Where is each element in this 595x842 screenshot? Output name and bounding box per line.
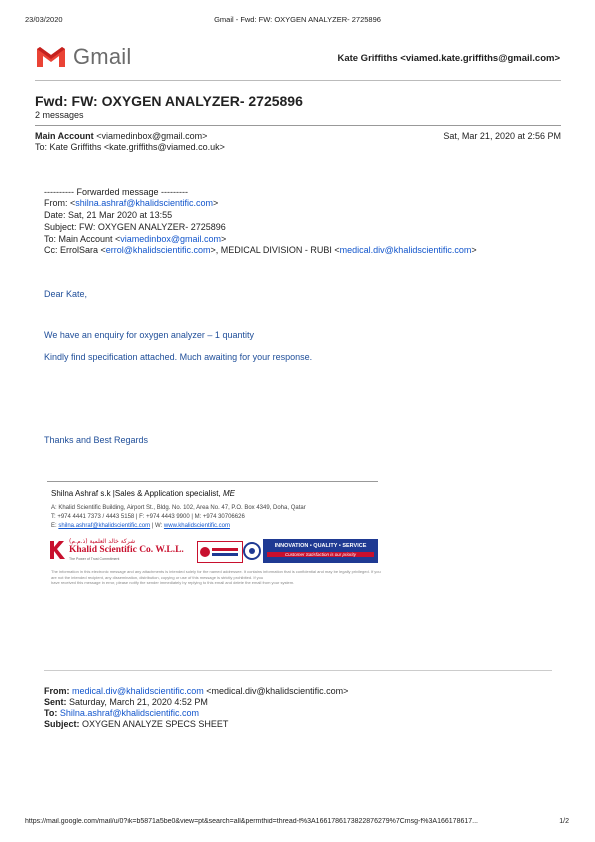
thread-subject: Fwd: FW: OXYGEN ANALYZER- 2725896 bbox=[35, 93, 303, 109]
body-closing: Thanks and Best Regards bbox=[44, 435, 149, 445]
signature-contact: E: shilna.ashraf@khalidscientific.com | W: www.khalidscientific.com bbox=[51, 523, 230, 529]
message-to: To: Kate Griffiths <kate.griffiths@viamed.co.uk> bbox=[35, 142, 225, 152]
gmail-wordmark: Gmail bbox=[73, 44, 132, 69]
signature-address: A: Khalid Scientific Building, Airport St., Bldg. No. 102, Area No. 47, P.O. Box 4349, Doha, Qatar bbox=[51, 505, 306, 511]
fwd-cc-link-2[interactable]: medical.div@khalidscientific.com bbox=[339, 245, 472, 255]
quoted-to: To: Shilna.ashraf@khalidscientific.com bbox=[44, 708, 200, 718]
signature-divider bbox=[47, 481, 378, 482]
message-from bbox=[35, 131, 207, 142]
message-date: Sat, Mar 21, 2020 at 2:56 PM bbox=[443, 131, 561, 141]
sender-email: <viamedinbox@gmail.com> bbox=[96, 131, 208, 141]
fwd-to-link[interactable]: viamedinbox@gmail.com bbox=[120, 234, 221, 244]
divider bbox=[35, 125, 561, 126]
message-count: 2 messages bbox=[35, 110, 84, 120]
quoted-divider bbox=[44, 670, 552, 671]
divider bbox=[35, 80, 561, 81]
sender-name: Main Account bbox=[35, 131, 94, 141]
body-line-2: Kindly find specification attached. Much awaiting for your response. bbox=[44, 352, 313, 362]
banner-subtitle: Customer Satisfaction is our priority bbox=[267, 552, 374, 557]
quoted-from-link[interactable]: medical.div@khalidscientific.com bbox=[72, 686, 204, 696]
fwd-from: From: <shilna.ashraf@khalidscientific.com> bbox=[44, 198, 219, 208]
account-email: Kate Griffiths <viamed.kate.griffiths@gmail.com> bbox=[337, 53, 560, 64]
banner-slogan: INNOVATION • QUALITY • SERVICE bbox=[274, 543, 367, 549]
fwd-subject: Subject: FW: OXYGEN ANALYZER- 2725896 bbox=[44, 222, 226, 232]
quality-badge-icon bbox=[197, 541, 243, 563]
gmail-logo bbox=[35, 45, 67, 74]
print-title: Gmail - Fwd: FW: OXYGEN ANALYZER- 2725896 bbox=[214, 15, 381, 24]
body-greeting: Dear Kate, bbox=[44, 289, 88, 299]
quoted-to-link[interactable]: Shilna.ashraf@khalidscientific.com bbox=[59, 708, 200, 718]
print-date: 23/03/2020 bbox=[25, 15, 63, 24]
fwd-cc: Cc: ErrolSara <errol@khalidscientific.com>, MEDICAL DIVISION - RUBI <medical.div@khalidscientific.com> bbox=[44, 245, 477, 255]
body-line-1: We have an enquiry for oxygen analyzer – 1 quantity bbox=[44, 330, 254, 340]
gmail-m-icon bbox=[35, 45, 67, 69]
quoted-subject: Subject: OXYGEN ANALYZE SPECS SHEET bbox=[44, 719, 229, 729]
slogan-panel bbox=[263, 539, 378, 563]
signature-email-link[interactable]: shilna.ashraf@khalidscientific.com bbox=[58, 523, 151, 529]
company-banner bbox=[47, 537, 378, 565]
certification-seal-icon bbox=[243, 541, 261, 561]
company-logo-icon bbox=[47, 539, 65, 561]
fwd-cc-link-1[interactable]: errol@khalidscientific.com bbox=[105, 245, 211, 255]
signature-disclaimer-1: The information in this electronic message and any attachments is intended solely for the named addressee. It contains information that is confidential and may be legally privileged. If you are not the intended recipient, any dissemination, distribution, copying or use of this message is strictly prohibited. If you bbox=[51, 569, 381, 580]
signature-name: Shilna Ashraf s.k |Sales & Application specialist, ME bbox=[51, 489, 235, 498]
quoted-sent: Sent: Saturday, March 21, 2020 4:52 PM bbox=[44, 697, 208, 707]
print-url: https://mail.google.com/mail/u/0?ik=b5871a5be0&view=pt&search=all&permthid=thread-f%3A1661786173822876279%7Cmsg-f%3A166178617... bbox=[25, 818, 478, 825]
quoted-from: From: medical.div@khalidscientific.com <medical.div@khalidscientific.com> bbox=[44, 686, 349, 696]
forwarded-marker: ---------- Forwarded message --------- bbox=[44, 187, 188, 197]
company-name-arabic: شركة خالد العلمية (ذ.م.م) bbox=[69, 538, 136, 545]
company-tagline: The Power of Trust Commitment bbox=[69, 557, 120, 561]
print-page-number: 1/2 bbox=[559, 818, 569, 825]
fwd-from-link[interactable]: shilna.ashraf@khalidscientific.com bbox=[75, 198, 213, 208]
signature-disclaimer-2: have received this message in error, please notify the sender immediately by replying to this email and delete the email from your system. bbox=[51, 580, 295, 585]
fwd-date: Date: Sat, 21 Mar 2020 at 13:55 bbox=[44, 210, 173, 220]
fwd-to: To: Main Account <viamedinbox@gmail.com> bbox=[44, 234, 227, 244]
signature-phones: T: +974 4441 7373 / 4443 5158 | F: +974 4443 9900 | M: +974 30706626 bbox=[51, 514, 245, 520]
signature-web-link[interactable]: www.khalidscientific.com bbox=[163, 523, 230, 529]
company-name: Khalid Scientific Co. W.L.L. bbox=[69, 545, 184, 555]
